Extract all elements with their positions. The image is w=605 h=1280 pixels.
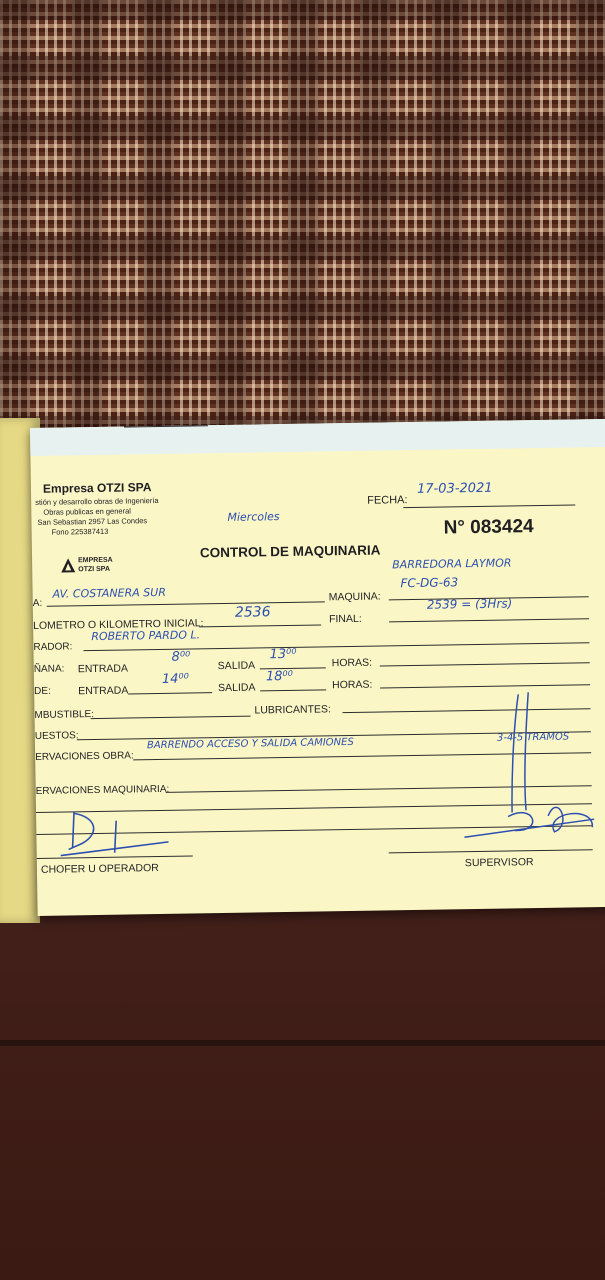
repuestos-label: UESTOS: [34,730,79,742]
obs-obra-label: ERVACIONES OBRA: [35,750,134,763]
obra-underline [47,601,325,606]
logo-text-1: EMPRESA [78,556,113,565]
machinery-control-form [30,419,605,916]
maquina-label: MAQUINA: [328,590,381,604]
table-seam [0,1040,605,1046]
tarde-salida-underline [260,689,326,691]
manana-horas-underline [380,662,590,666]
company-name: Empresa OTZI SPA [42,480,152,496]
tarde-salida-label: SALIDA [218,681,256,695]
maquina-value-1: BARREDORA LAYMOR [392,556,512,572]
manana-horas-label: HORAS: [331,656,373,670]
obra-label: A: [32,597,43,609]
supervisor-label: SUPERVISOR [464,856,534,870]
form-number: N° 083424 [443,516,534,539]
obs-obra-value: BARRENDO ACCESO Y SALIDA CAMIONES [146,736,354,752]
manana-entrada-label: ENTRADA [77,662,129,676]
final-label: FINAL: [328,612,362,626]
operador-value: ROBERTO PARDO L. [91,628,201,644]
company-line2: Obras publicas en general [43,506,131,517]
combustible-label: MBUSTIBLE: [34,709,95,721]
company-line1: stión y desarrollo obras de Ingeniería [35,495,159,507]
km-inicial-label: LOMETRO O KILOMETRO INICIAL: [33,617,204,632]
obs-extra-value: 3-4-5 TRAMOS [496,731,570,744]
operador-underline [83,642,589,651]
form-title: CONTROL DE MAQUINARIA [199,542,381,561]
obs-maquinaria-label: ERVACIONES MAQUINARIA: [35,783,170,797]
manana-salida-label: SALIDA [217,659,256,673]
manana-entrada-value: 8⁰⁰ [171,649,191,665]
company-line4: Fono 225387413 [51,526,109,537]
fecha-value: 17-03-2021 [416,480,493,497]
supervisor-signature-icon [452,691,604,843]
tarde-salida-value: 18⁰⁰ [265,668,294,685]
operator-signature-icon [56,802,177,860]
tarde-entrada-value: 14⁰⁰ [161,671,190,687]
logo-text-2: OTZI SPA [78,565,111,574]
final-underline [389,618,589,622]
tarde-horas-label: HORAS: [331,678,373,692]
supervisor-signature-line [389,849,593,853]
day-value: Miercoles [227,510,280,524]
km-inicial-underline [199,624,321,627]
chofer-label: CHOFER U OPERADOR [40,862,159,876]
company-logo-icon [60,557,76,573]
manana-salida-value: 13⁰⁰ [269,646,297,663]
final-value: 2539 = (3Hrs) [426,596,513,612]
tarde-entrada-underline [128,692,212,694]
obra-value: AV. COSTANERA SUR [52,585,167,601]
fecha-underline [403,504,575,508]
maquina-value-2: FC-DG-63 [400,575,459,591]
company-line3: San Sebastian 2957 Las Condes [37,516,148,527]
fecha-label: FECHA: [367,494,408,507]
tarde-entrada-label: ENTRADA [78,684,129,698]
mat-pattern-overlay [0,0,605,440]
manana-label: ÑANA: [33,663,65,675]
operador-label: RADOR: [33,641,73,653]
tarde-label: DE: [34,685,51,697]
km-inicial-value: 2536 [234,604,271,621]
tarde-horas-underline [380,684,590,688]
combustible-underline [91,716,251,720]
lubricantes-label: LUBRICANTES: [254,703,331,717]
